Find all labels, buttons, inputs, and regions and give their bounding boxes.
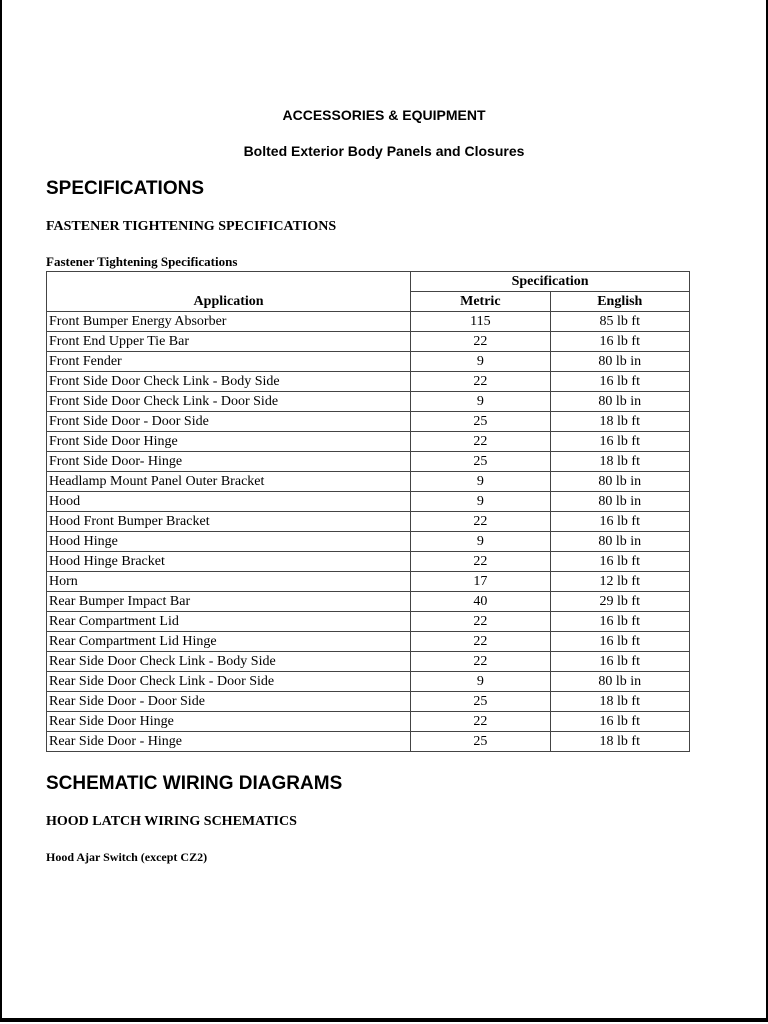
column-header-application: Application xyxy=(47,272,411,312)
table-row xyxy=(47,552,690,572)
table-row xyxy=(47,372,690,392)
metric-cell: 25 xyxy=(411,412,550,432)
metric-cell: 115 xyxy=(411,312,550,332)
metric-cell: 22 xyxy=(411,652,550,672)
english-cell: 18 lb ft xyxy=(550,692,689,712)
table-row xyxy=(47,592,690,612)
metric-cell: 17 xyxy=(411,572,550,592)
english-cell: 16 lb ft xyxy=(550,372,689,392)
application-cell: Front Side Door Check Link - Body Side xyxy=(47,372,411,392)
table-row xyxy=(47,332,690,352)
section-subtitle: Bolted Exterior Body Panels and Closures xyxy=(243,143,525,159)
application-cell: Front Side Door Hinge xyxy=(47,432,411,452)
table-row xyxy=(47,632,690,652)
application-cell: Front Side Door- Hinge xyxy=(47,452,411,472)
english-cell: 16 lb ft xyxy=(550,712,689,732)
english-cell: 80 lb in xyxy=(550,672,689,692)
hood-latch-schematics-subheading: HOOD LATCH WIRING SCHEMATICS xyxy=(46,814,297,829)
table-row xyxy=(47,612,690,632)
table-row xyxy=(47,452,690,472)
metric-cell: 22 xyxy=(411,612,550,632)
column-header-english: English xyxy=(550,292,689,312)
metric-cell: 9 xyxy=(411,392,550,412)
table-row xyxy=(47,532,690,552)
english-cell: 16 lb ft xyxy=(550,552,689,572)
table-row xyxy=(47,712,690,732)
table-row xyxy=(47,312,690,332)
english-cell: 12 lb ft xyxy=(550,572,689,592)
metric-cell: 9 xyxy=(411,532,550,552)
table-body xyxy=(47,312,690,752)
metric-cell: 9 xyxy=(411,672,550,692)
application-cell: Headlamp Mount Panel Outer Bracket xyxy=(47,472,411,492)
metric-cell: 22 xyxy=(411,512,550,532)
fastener-specifications-subheading: FASTENER TIGHTENING SPECIFICATIONS xyxy=(46,219,337,234)
application-cell: Horn xyxy=(47,572,411,592)
table-row xyxy=(47,572,690,592)
table-row xyxy=(47,672,690,692)
table-row xyxy=(47,412,690,432)
english-cell: 16 lb ft xyxy=(550,332,689,352)
table-row xyxy=(47,652,690,672)
english-cell: 16 lb ft xyxy=(550,512,689,532)
english-cell: 80 lb in xyxy=(550,352,689,372)
metric-cell: 22 xyxy=(411,432,550,452)
english-cell: 16 lb ft xyxy=(550,652,689,672)
wiring-diagrams-heading: SCHEMATIC WIRING DIAGRAMS xyxy=(46,773,343,794)
table-row xyxy=(47,432,690,452)
english-cell: 80 lb in xyxy=(550,472,689,492)
metric-cell: 9 xyxy=(411,352,550,372)
english-cell: 80 lb in xyxy=(550,392,689,412)
application-cell: Hood Hinge xyxy=(47,532,411,552)
column-group-header-specification: Specification xyxy=(411,272,690,292)
english-cell: 80 lb in xyxy=(550,492,689,512)
fastener-table-caption: Fastener Tightening Specifications xyxy=(46,254,238,269)
application-cell: Front Side Door Check Link - Door Side xyxy=(47,392,411,412)
application-cell: Front Fender xyxy=(47,352,411,372)
metric-cell: 22 xyxy=(411,332,550,352)
metric-cell: 40 xyxy=(411,592,550,612)
application-cell: Rear Side Door - Door Side xyxy=(47,692,411,712)
metric-cell: 22 xyxy=(411,632,550,652)
metric-cell: 22 xyxy=(411,552,550,572)
application-cell: Rear Compartment Lid Hinge xyxy=(47,632,411,652)
application-cell: Hood Hinge Bracket xyxy=(47,552,411,572)
english-cell: 18 lb ft xyxy=(550,412,689,432)
fastener-specifications-table xyxy=(46,271,690,752)
application-cell: Rear Side Door Hinge xyxy=(47,712,411,732)
metric-cell: 22 xyxy=(411,372,550,392)
application-cell: Hood Front Bumper Bracket xyxy=(47,512,411,532)
metric-cell: 22 xyxy=(411,712,550,732)
application-cell: Rear Side Door Check Link - Door Side xyxy=(47,672,411,692)
table-row xyxy=(47,392,690,412)
table-row xyxy=(47,352,690,372)
section-title: ACCESSORIES & EQUIPMENT xyxy=(282,107,486,123)
table-row xyxy=(47,492,690,512)
metric-cell: 25 xyxy=(411,732,550,752)
english-cell: 80 lb in xyxy=(550,532,689,552)
column-header-metric: Metric xyxy=(411,292,550,312)
table-row xyxy=(47,692,690,712)
metric-cell: 9 xyxy=(411,472,550,492)
application-cell: Rear Side Door Check Link - Body Side xyxy=(47,652,411,672)
table-row xyxy=(47,732,690,752)
hood-ajar-switch-caption: Hood Ajar Switch (except CZ2) xyxy=(46,850,208,864)
metric-cell: 25 xyxy=(411,452,550,472)
application-cell: Front Side Door - Door Side xyxy=(47,412,411,432)
specifications-heading: SPECIFICATIONS xyxy=(46,178,204,199)
english-cell: 16 lb ft xyxy=(550,612,689,632)
application-cell: Rear Side Door - Hinge xyxy=(47,732,411,752)
table-row xyxy=(47,512,690,532)
english-cell: 18 lb ft xyxy=(550,732,689,752)
application-cell: Rear Bumper Impact Bar xyxy=(47,592,411,612)
table-group-header-row xyxy=(47,272,690,292)
application-cell: Front Bumper Energy Absorber xyxy=(47,312,411,332)
metric-cell: 25 xyxy=(411,692,550,712)
application-cell: Front End Upper Tie Bar xyxy=(47,332,411,352)
english-cell: 16 lb ft xyxy=(550,632,689,652)
application-cell: Rear Compartment Lid xyxy=(47,612,411,632)
table-row xyxy=(47,472,690,492)
english-cell: 16 lb ft xyxy=(550,432,689,452)
english-cell: 29 lb ft xyxy=(550,592,689,612)
english-cell: 18 lb ft xyxy=(550,452,689,472)
english-cell: 85 lb ft xyxy=(550,312,689,332)
application-cell: Hood xyxy=(47,492,411,512)
metric-cell: 9 xyxy=(411,492,550,512)
